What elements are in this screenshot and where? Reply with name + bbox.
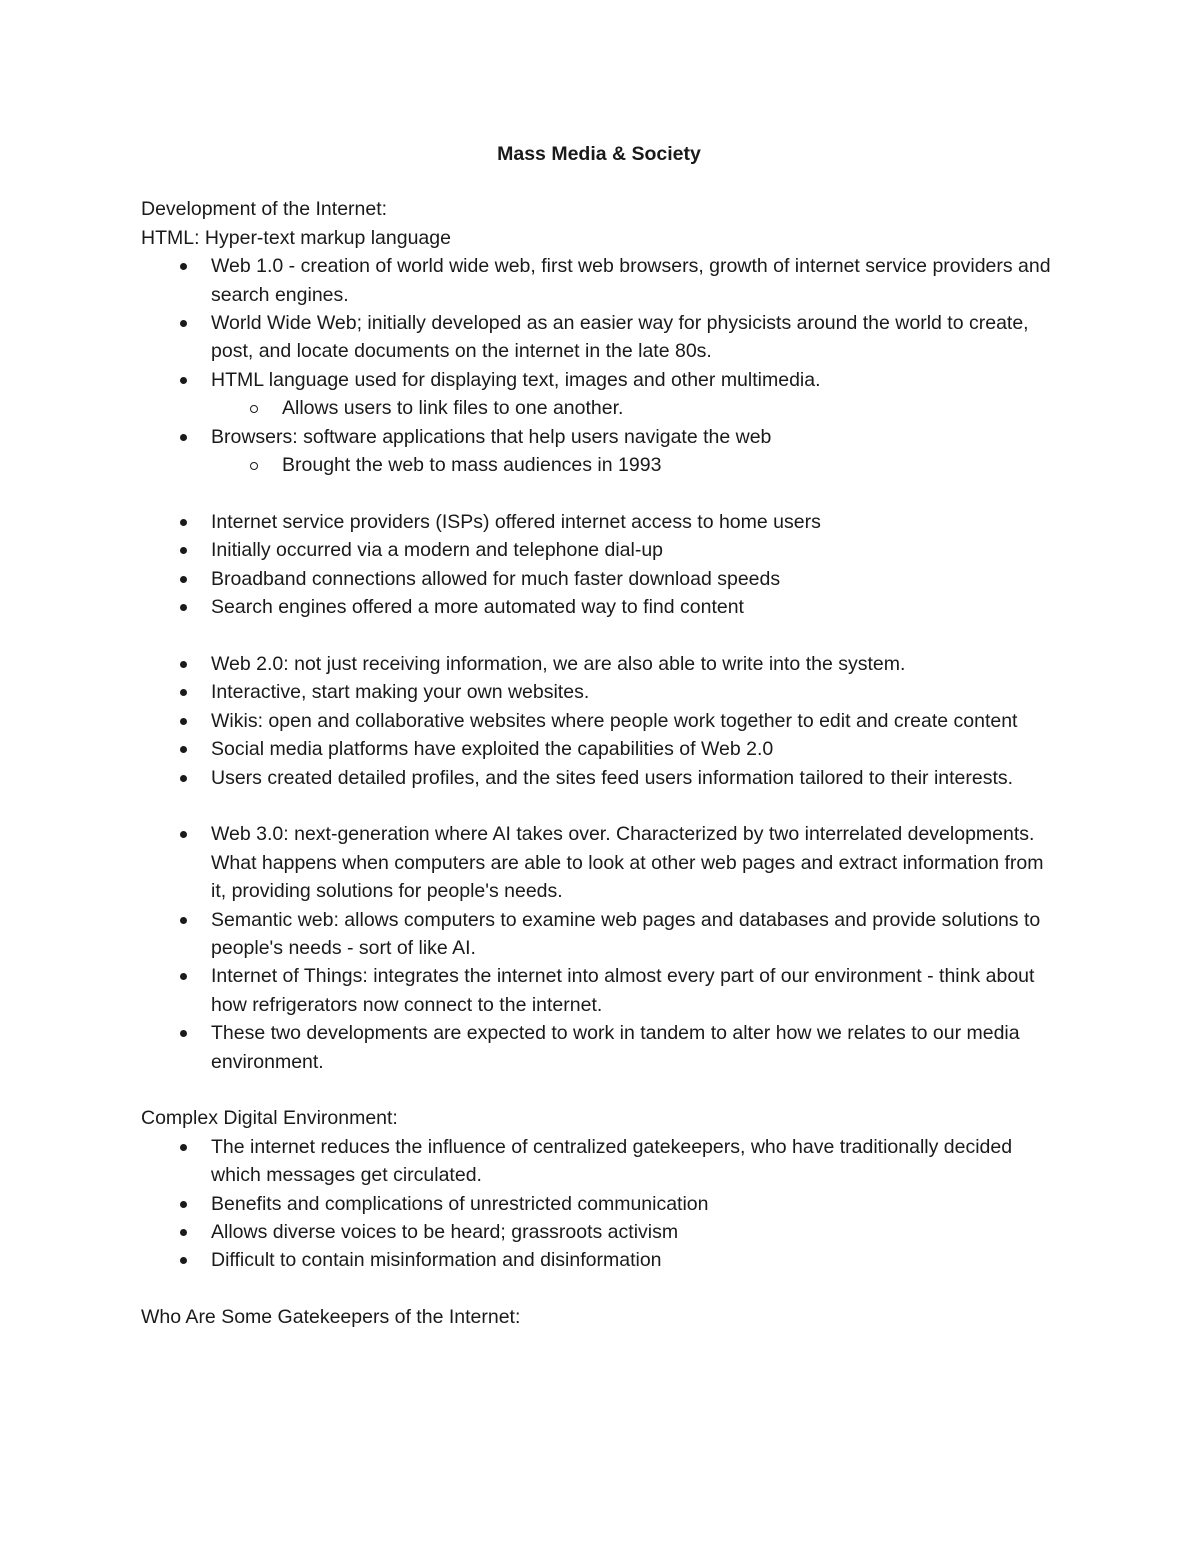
list-item: Wikis: open and collaborative websites where people work together to edit and create content (141, 707, 1061, 735)
section-heading-gatekeepers: Who Are Some Gatekeepers of the Internet: (141, 1306, 521, 1329)
list-item: Broadband connections allowed for much faster download speeds (141, 565, 1061, 593)
list-item: Web 3.0: next-generation where AI takes over. Characterized by two interrelated developments. What happens when computers are able to look at other web pages and extract information from it, providing solutions for people's needs. (141, 820, 1061, 905)
bullet-list-web1 (141, 252, 1061, 479)
list-item: The internet reduces the influence of centralized gatekeepers, who have traditionally decided which messages get circulated. (141, 1133, 1061, 1190)
list-item: Web 1.0 - creation of world wide web, first web browsers, growth of internet service providers and search engines. (141, 252, 1061, 309)
list-item: Difficult to contain misinformation and disinformation (141, 1246, 1061, 1274)
list-item: Semantic web: allows computers to examine web pages and databases and provide solutions to people's needs - sort of like AI. (141, 906, 1061, 963)
section-heading-complex: Complex Digital Environment: (141, 1107, 398, 1130)
list-item: Allows diverse voices to be heard; grassroots activism (141, 1218, 1061, 1246)
list-item: Initially occurred via a modern and telephone dial-up (141, 536, 1061, 564)
spacer (141, 621, 1061, 649)
spacer (141, 1275, 1061, 1303)
sub-list-item: Allows users to link files to one another. (141, 394, 1061, 422)
spacer (141, 479, 1061, 507)
list-item: World Wide Web; initially developed as an easier way for physicists around the world to create, post, and locate documents on the internet in the late 80s. (141, 309, 1061, 366)
spacer (141, 1076, 1061, 1104)
document-title: Mass Media & Society (497, 143, 701, 165)
bullet-list-web2 (141, 650, 1061, 792)
section-heading-development: Development of the Internet: (141, 198, 388, 221)
list-item: Users created detailed profiles, and the sites feed users information tailored to their interests. (141, 764, 1061, 792)
html-definition: HTML: Hyper-text markup language (141, 226, 451, 249)
list-item: Search engines offered a more automated way to find content (141, 593, 1061, 621)
list-item: These two developments are expected to work in tandem to alter how we relates to our media environment. (141, 1019, 1061, 1076)
spacer (141, 792, 1061, 820)
list-item: HTML language used for displaying text, images and other multimedia. (141, 366, 1061, 394)
list-item: Browsers: software applications that help users navigate the web (141, 423, 1061, 451)
list-item: Web 2.0: not just receiving information, we are also able to write into the system. (141, 650, 1061, 678)
list-item: Interactive, start making your own websites. (141, 678, 1061, 706)
bullet-list-web3 (141, 820, 1061, 1076)
list-item: Social media platforms have exploited the capabilities of Web 2.0 (141, 735, 1061, 763)
document-page (141, 140, 1061, 1332)
bullet-list-complex (141, 1133, 1061, 1275)
sub-list-item: Brought the web to mass audiences in 1993 (141, 451, 1061, 479)
bullet-list-isp (141, 508, 1061, 622)
list-item: Benefits and complications of unrestricted communication (141, 1190, 1061, 1218)
list-item: Internet of Things: integrates the internet into almost every part of our environment - think about how refrigerators now connect to the internet. (141, 962, 1061, 1019)
list-item: Internet service providers (ISPs) offered internet access to home users (141, 508, 1061, 536)
